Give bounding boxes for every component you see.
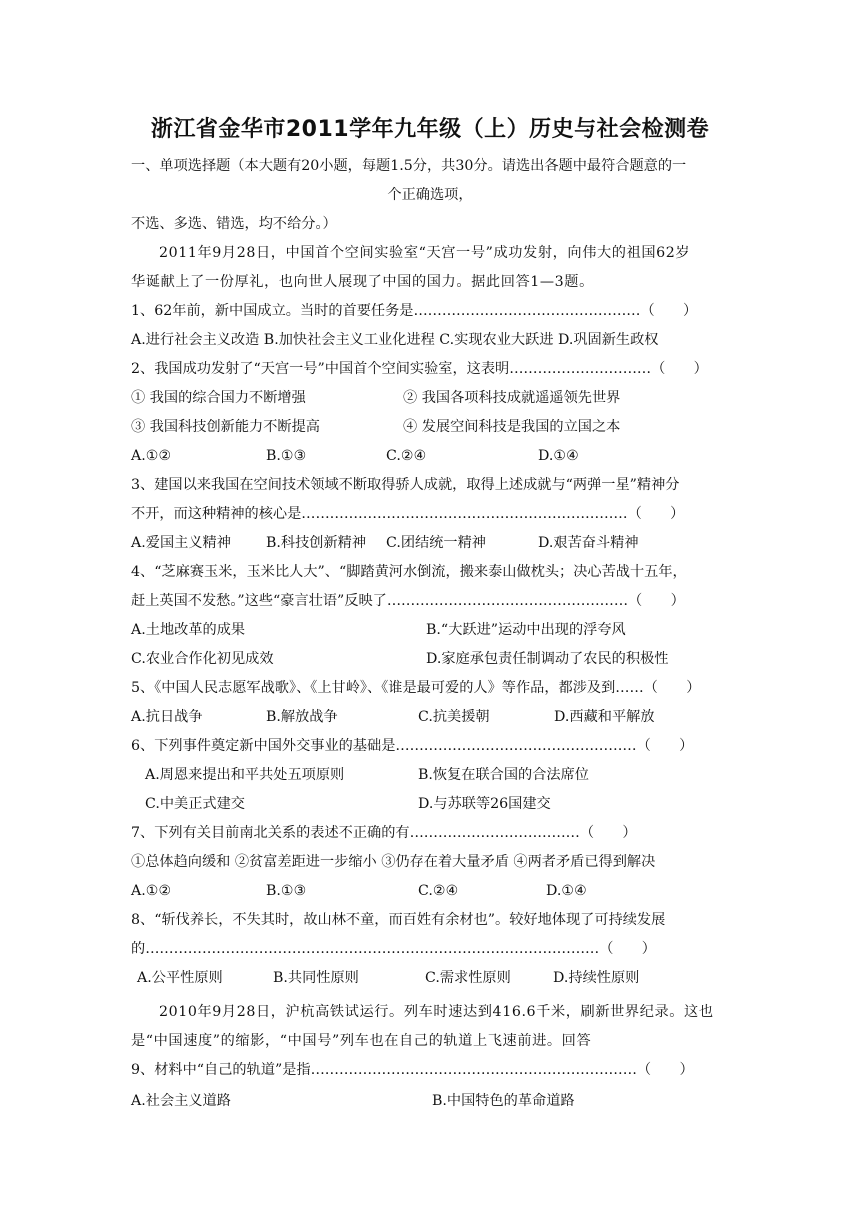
q9-option-b: B.中国特色的革命道路 (432, 1093, 575, 1109)
q7-option-a: A.①② (131, 883, 172, 899)
q5-option-b: B.解放战争 (266, 709, 338, 725)
q6-option-b: B.恢复在联合国的合法席位 (418, 767, 589, 783)
q3-stem-line1: 3、建国以来我国在空间技术领域不断取得骄人成就，取得上述成就与“两弹一星”精神分 (131, 477, 680, 493)
q6-option-a: A.周恩来提出和平共处五项原则 (145, 767, 345, 783)
q2-option-d: D.①④ (538, 448, 579, 464)
section-header-line3: 不选、多选、错选，均不给分。） (131, 216, 337, 232)
q4-stem-line2: 赶上英国不发愁。”这些“豪言壮语”反映了……………………………………………（ ） (131, 593, 685, 609)
q4-option-c: C.农业合作化初见成效 (131, 651, 274, 667)
q5-option-a: A.抗日战争 (131, 709, 203, 725)
q2-statement-2: ② 我国各项科技成就遥遥领先世界 (403, 390, 621, 406)
q3-option-b: B.科技创新精神 (266, 535, 367, 551)
q1-stem: 1、62年前，新中国成立。当时的首要任务是…………………………………………（ ） (131, 303, 698, 319)
q7-stem: 7、下列有关目前南北关系的表述不正确的有………………………………（ ） (131, 825, 637, 841)
q7-option-c: C.②④ (418, 883, 459, 899)
q1-options: A.进行社会主义改造 B.加快社会主义工业化进程 C.实现农业大跃进 D.巩固新生政权 (131, 332, 659, 348)
q2-option-b: B.①③ (266, 448, 307, 464)
q8-stem-line1: 8、“斩伐养长，不失其时，故山林不童，而百姓有余材也”。较好地体现了可持续发展 (131, 912, 666, 928)
q8-option-c: C.需求性原则 (425, 970, 511, 986)
section-header-line1: 一、单项选择题（本大题有20小题，每题1.5分，共30分。请选出各题中最符合题意的一 (131, 158, 687, 174)
q6-stem: 6、下列事件奠定新中国外交事业的基础是……………………………………………（ ） (131, 738, 694, 754)
q7-option-b: B.①③ (266, 883, 307, 899)
q6-option-d: D.与苏联等26国建交 (418, 796, 551, 812)
material2-line1: 2010年9月28日，沪杭高铁试运行。列车时速达到416.6千米，刷新世界纪录。这也 (159, 1004, 714, 1020)
section-header-line2: 个正确选项， (387, 187, 473, 203)
q7-option-d: D.①④ (546, 883, 587, 899)
q8-option-a: A.公平性原则 (137, 970, 223, 986)
q2-option-c: C.②④ (386, 448, 427, 464)
q7-statements: ①总体趋向缓和 ②贫富差距进一步缩小 ③仍存在着大量矛盾 ④两者矛盾已得到解决 (131, 854, 656, 870)
q8-option-d: D.持续性原则 (553, 970, 640, 986)
material1-line2: 华诞献上了一份厚礼，也向世人展现了中国的国力。据此回答1—3题。 (131, 274, 594, 290)
q9-stem: 9、材料中“自己的轨道”是指……………………………………………………………（ ） (131, 1062, 694, 1078)
q8-stem-line2: 的……………………………………………………………………………………（ ） (131, 941, 656, 957)
q5-option-d: D.西藏和平解放 (554, 709, 655, 725)
q2-stem: 2、我国成功发射了“天宫一号”中国首个空间实验室，这表明…………………………（ ） (131, 361, 708, 377)
q3-stem-line2: 不开，而这种精神的核心是……………………………………………………………（ ） (131, 506, 685, 522)
exam-title: 浙江省金华市2011学年九年级（上）历史与社会检测卷 (150, 117, 710, 142)
q4-option-d: D.家庭承包责任制调动了农民的积极性 (426, 651, 669, 667)
q8-option-b: B.共同性原则 (273, 970, 359, 986)
q2-option-a: A.①② (131, 448, 172, 464)
q2-statement-3: ③ 我国科技创新能力不断提高 (131, 419, 320, 435)
q3-option-c: C.团结统一精神 (386, 535, 486, 551)
q3-option-d: D.艰苦奋斗精神 (538, 535, 639, 551)
q4-stem-line1: 4、“芝麻赛玉米，玉米比人大”、“脚踏黄河水倒流，搬来泰山做枕头；决心苦战十五年， (131, 564, 687, 580)
q2-statement-1: ① 我国的综合国力不断增强 (131, 390, 306, 406)
q2-statement-4: ④ 发展空间科技是我国的立国之本 (403, 419, 621, 435)
q3-option-a: A.爱国主义精神 (131, 535, 231, 551)
q4-option-a: A.土地改革的成果 (131, 622, 246, 638)
q6-option-c: C.中美正式建交 (145, 796, 245, 812)
q4-option-b: B.“大跃进”运动中出现的浮夸风 (426, 622, 626, 638)
q5-stem: 5、《中国人民志愿军战歌》、《上甘岭》、《谁是最可爱的人》等作品，都涉及到……（ ） (131, 680, 701, 696)
q5-option-c: C.抗美援朝 (418, 709, 490, 725)
material1-line1: 2011年9月28日，中国首个空间实验室“天宫一号”成功发射，向伟大的祖国62岁 (159, 245, 691, 261)
material2-line2: 是“中国速度”的缩影，“中国号”列车也在自己的轨道上飞速前进。回答 (131, 1033, 592, 1049)
q9-option-a: A.社会主义道路 (131, 1093, 231, 1109)
